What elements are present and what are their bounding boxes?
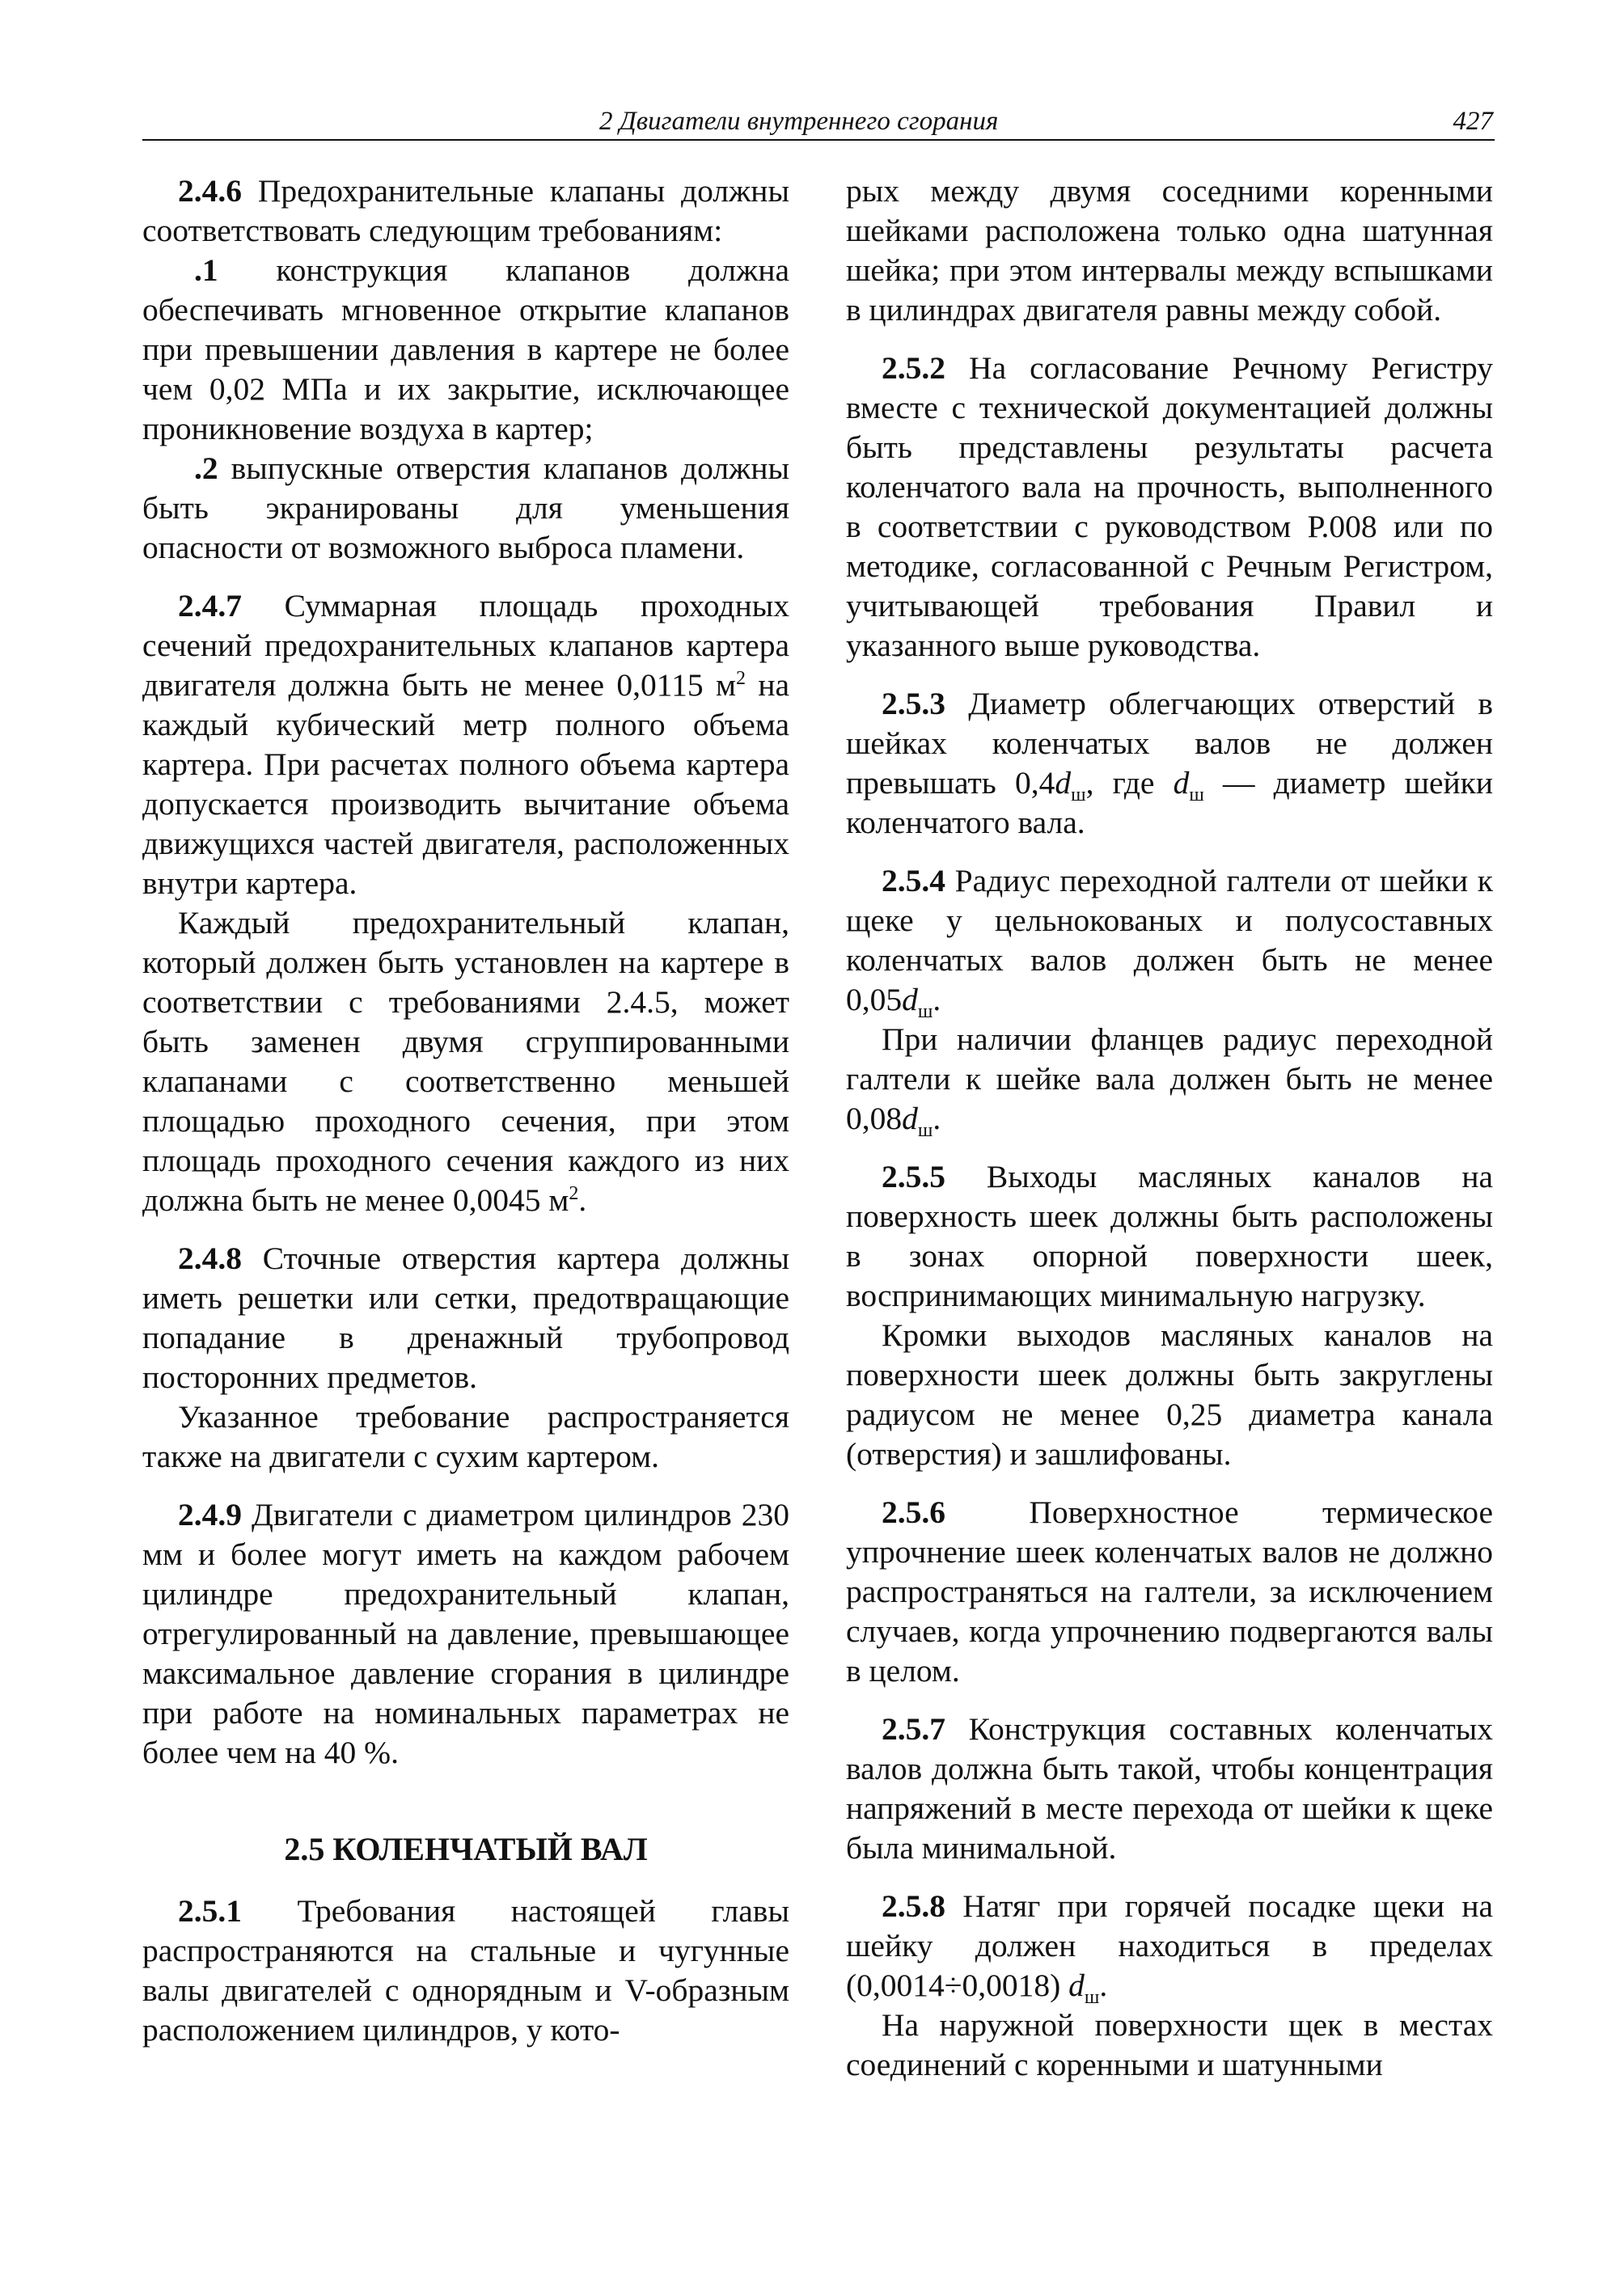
paragraph-text: Радиус переходной галтели от шейки к щеке у цельнокованых и полусоставных коленчатых валов должен быть не менее 0,05 xyxy=(846,863,1493,1017)
paragraph-2-5-4-cont xyxy=(846,1020,1493,1139)
right-column xyxy=(846,171,1493,2085)
paragraph-2-4-6 xyxy=(142,171,789,251)
variable: d xyxy=(902,1101,918,1136)
paragraph-text: Суммарная площадь проходных сечений предохранительных клапанов картера двигателя должна быть не менее 0,0115 м xyxy=(142,588,789,703)
paragraph-text: Кромки выходов масляных каналов на поверхности шеек должны быть закруглены радиусом не менее 0,25 диаметра канала (отверстия) и зашлифованы. xyxy=(846,1317,1493,1472)
superscript: 2 xyxy=(569,1182,579,1204)
item-number: .2 xyxy=(194,450,218,486)
paragraph-2-5-1-cont xyxy=(846,171,1493,330)
paragraph-2-5-1 xyxy=(142,1892,789,2050)
paragraph-text: Требования настоящей главы распространяются на стальные и чугунные валы двигателей с однорядным и V-образным расположением цилиндров, у кото- xyxy=(142,1893,789,2048)
clause-number: 2.4.8 xyxy=(178,1241,242,1276)
clause-number: 2.4.6 xyxy=(178,173,242,209)
paragraph-text-cont: — диаметр шейки коленчатого вала. xyxy=(846,765,1493,840)
subscript: ш xyxy=(917,1119,933,1141)
paragraph-text: Поверхностное термическое упрочнение шеек коленчатых валов не должно распространяться на галтели, за исключением случаев, когда упрочнению подвергаются валы в целом. xyxy=(846,1494,1493,1689)
paragraph-2-5-5 xyxy=(846,1157,1493,1316)
paragraph-2-5-8-cont xyxy=(846,2006,1493,2085)
section-heading: 2.5 КОЛЕНЧАТЫЙ ВАЛ xyxy=(284,1831,648,1867)
item-number: .1 xyxy=(194,252,218,288)
paragraph-text: Выходы масляных каналов на поверхность шеек должны быть расположены в зонах опорной поверхности шеек, воспринимающих минимальную нагрузку. xyxy=(846,1159,1494,1313)
left-column xyxy=(142,171,789,2050)
paragraph-text: На согласование Речному Регистру вместе с технической документацией должны быть представлены результаты расчета коленчатого вала на прочность, выполненного в соответствии с руководством Р.008 или по методике, согласованной с Речным Регистром, учитывающей требования Правил и указанного выше руководства. xyxy=(846,350,1494,663)
page-number: 427 xyxy=(1453,107,1493,136)
paragraph-text-cont: . xyxy=(578,1182,587,1218)
paragraph-2-5-2 xyxy=(846,349,1493,666)
paragraph-2-5-5-cont xyxy=(846,1316,1493,1474)
superscript: 2 xyxy=(735,667,746,689)
paragraph-2-5-8 xyxy=(846,1887,1493,2006)
paragraph-2-4-7-cont xyxy=(142,903,789,1220)
paragraph-text-cont: . xyxy=(933,1101,941,1136)
paragraph-text: При наличии фланцев радиус переходной галтели к шейке вала должен быть не менее 0,08 xyxy=(846,1021,1493,1136)
paragraph-text-cont: . xyxy=(1099,1968,1108,2003)
subscript: ш xyxy=(1084,1986,1100,2008)
item-text: выпускные отверстия клапанов должны быть экранированы для уменьшения опасности от возможного выброса пламени. xyxy=(142,450,789,565)
variable: d xyxy=(902,982,918,1017)
running-header xyxy=(142,104,1495,141)
item-text: конструкция клапанов должна обеспечивать мгновенное открытие клапанов при превышении давления в картере не более чем 0,02 МПа и их закрытие, исключающее проникновение воздуха в картер; xyxy=(142,252,789,446)
subscript: ш xyxy=(1189,784,1204,805)
clause-number: 2.5.7 xyxy=(882,1711,945,1747)
paragraph-text: Указанное требование распространяется также на двигатели с сухим картером. xyxy=(142,1399,789,1474)
paragraph-2-4-7 xyxy=(142,586,789,903)
paragraph-2-4-8-cont xyxy=(142,1397,789,1477)
paragraph-text: Двигатели с диаметром цилиндров 230 мм и более могут иметь на каждом рабочем цилиндре предохранительный клапан, отрегулированный на давление, превышающее максимальное давление сгорания в цилиндре при работе на номинальных параметрах не более чем на 40 %. xyxy=(142,1497,789,1770)
clause-number: 2.5.1 xyxy=(178,1893,242,1929)
subscript: ш xyxy=(917,1000,933,1022)
paragraph-text: Каждый предохранительный клапан, который должен быть установлен на картере в соответствии с требованиями 2.4.5, может быть заменен двумя сгруппированными клапанами с соответственно меньшей площадью проходного сечения, при этом площадь проходного сечения каждого из них должна быть не менее 0,0045 м xyxy=(142,905,789,1218)
clause-number: 2.5.3 xyxy=(882,686,945,721)
subscript: ш xyxy=(1071,784,1086,805)
paragraph-text: Предохранительные клапаны должны соответствовать следующим требованиям: xyxy=(142,173,789,248)
paragraph-text: Сточные отверстия картера должны иметь решетки или сетки, предотвращающие попадание в дренажный трубопровод посторонних предметов. xyxy=(142,1241,790,1395)
paragraph-2-5-6 xyxy=(846,1493,1493,1691)
clause-number: 2.5.8 xyxy=(882,1888,945,1924)
list-item-2 xyxy=(142,449,789,568)
paragraph-text-cont: , где xyxy=(1085,765,1174,801)
clause-number: 2.4.9 xyxy=(178,1497,242,1532)
list-item-1 xyxy=(142,251,789,449)
paragraph-2-4-8 xyxy=(142,1239,789,1397)
variable: d xyxy=(1068,1968,1085,2003)
clause-number: 2.5.5 xyxy=(882,1159,945,1194)
clause-number: 2.5.6 xyxy=(882,1494,945,1530)
paragraph-text-cont: . xyxy=(933,982,941,1017)
paragraph-2-4-9 xyxy=(142,1495,789,1773)
paragraph-text: Натяг при горячей посадке щеки на шейку должен находиться в пределах (0,0014÷0,0018) xyxy=(846,1888,1493,2003)
clause-number: 2.5.4 xyxy=(882,863,945,898)
paragraph-2-5-3 xyxy=(846,684,1493,843)
paragraph-2-5-7 xyxy=(846,1710,1493,1868)
paragraph-text: Диаметр облегчающих отверстий в шейках коленчатых валов не должен превышать 0,4 xyxy=(846,686,1493,801)
chapter-title: 2 Двигатели внутреннего сгорания xyxy=(599,107,999,136)
paragraph-text: На наружной поверхности щек в местах соединений с коренными и шатунными xyxy=(846,2007,1493,2082)
paragraph-text: рых между двумя соседними коренными шейками расположена только одна шатунная шейка; при этом интервалы между вспышками в цилиндрах двигателя равны между собой. xyxy=(846,173,1493,328)
paragraph-text-cont: на каждый кубический метр полного объема картера. При расчетах полного объема картера допускается производить вычитание объема движущихся частей двигателя, расположенных внутри картера. xyxy=(142,667,789,901)
clause-number: 2.5.2 xyxy=(882,350,945,386)
variable: d xyxy=(1055,765,1072,801)
paragraph-2-5-4 xyxy=(846,861,1493,1020)
paragraph-text: Конструкция составных коленчатых валов должна быть такой, чтобы концентрация напряжений в месте перехода от шейки к щеке была минимальной. xyxy=(846,1711,1493,1866)
clause-number: 2.4.7 xyxy=(178,588,242,623)
variable: d xyxy=(1173,765,1190,801)
